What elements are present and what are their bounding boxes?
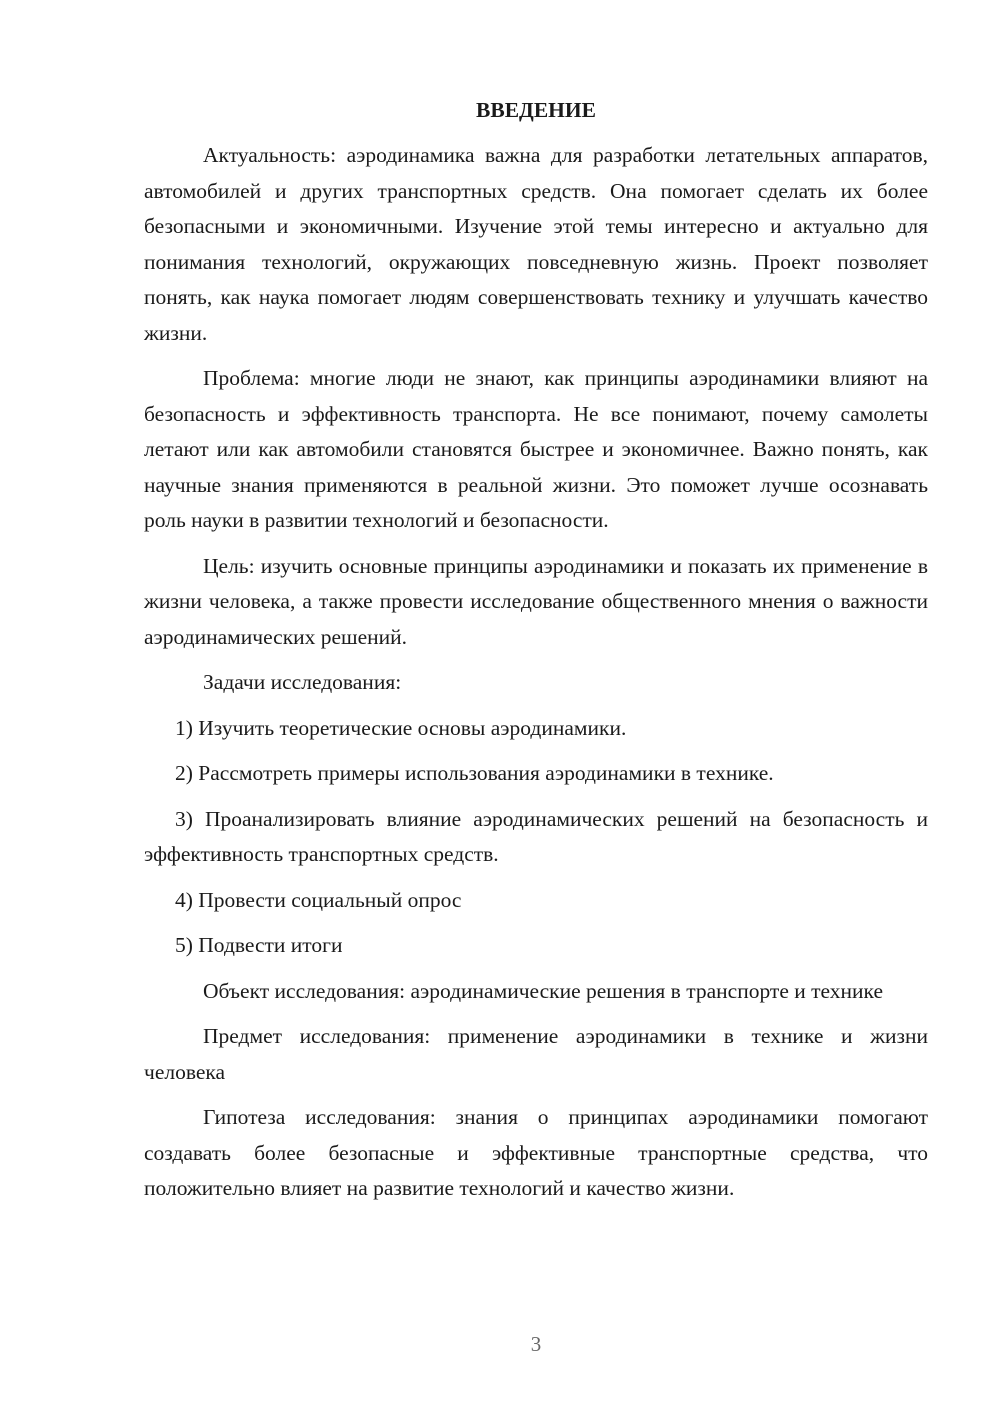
paragraph-problem: Проблема: многие люди не знают, как принципы аэродинамики влияют на безопасность и эффективность транспорта. Не все понимают, почему самолеты летают или как автомобили становятся быстрее и экономичнее. Важно понять, как научные знания применяются в реальной жизни. Это поможет лучше осознавать роль науки в развитии технологий и безопасности.: [144, 366, 928, 532]
section-title: ВВЕДЕНИЕ: [476, 98, 596, 122]
task-item-3: 3) Проанализировать влияние аэродинамических решений на безопасность и эффективность транспортных средств.: [144, 806, 928, 866]
paragraph-object: Объект исследования: аэродинамические решения в транспорте и технике: [203, 978, 883, 1003]
task-item-1: 1) Изучить теоретические основы аэродинамики.: [175, 715, 627, 740]
task-item-2: 2) Рассмотреть примеры использования аэродинамики в технике.: [175, 761, 774, 785]
page-number: 3: [530, 1332, 542, 1356]
paragraph-relevance: Актуальность: аэродинамика важна для разработки летательных аппаратов, автомобилей и других транспортных средств. Она помогает сделать их более безопасными и экономичными. Изучение этой темы интересно и актуально для понимания технологий, окружающих повседневную жизнь. Проект позволяет понять, как наука помогает людям совершенствовать технику и улучшать качество жизни.: [144, 143, 928, 345]
paragraph-goal: Цель: изучить основные принципы аэродинамики и показать их применение в жизни человека, а также провести исследование общественного мнения о важности аэродинамических решений.: [144, 553, 928, 649]
task-item-5: 5) Подвести итоги: [175, 933, 343, 957]
document-page: [144, 92, 928, 1217]
paragraph-subject: Предмет исследования: применение аэродинамики в технике и жизни человека: [144, 1024, 928, 1084]
paragraph-hypothesis: Гипотеза исследования: знания о принципах аэродинамики помогают создавать более безопасные и эффективные транспортные средства, что положительно влияет на развитие технологий и качество жизни.: [144, 1105, 928, 1200]
tasks-heading: Задачи исследования:: [203, 670, 402, 694]
task-item-4: 4) Провести социальный опрос: [175, 887, 462, 912]
